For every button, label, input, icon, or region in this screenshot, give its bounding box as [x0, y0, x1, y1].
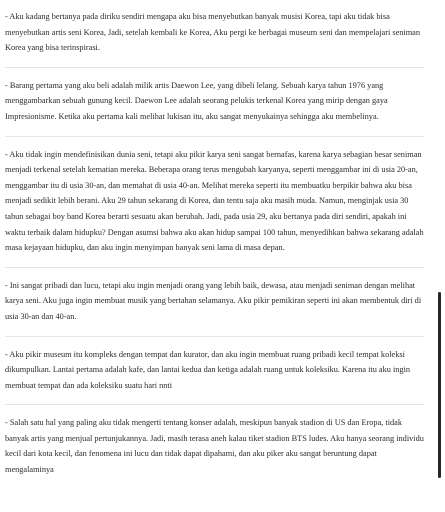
paragraph-2: - Barang pertama yang aku beli adalah milik artis Daewon Lee, yang dibeli lelang. Sebuah karya tahun 1976 yang menggambarkan sebuah gunung kecil. Daewon Lee adalah seorang pelukis terkenal Korea yang mirip dengan gaya Impresionisme. Ketika aku pertama kali melihat lukisan itu, aku sangat menyukainya sehingga aku membelinya. — [5, 80, 388, 121]
divider — [5, 67, 424, 68]
divider — [5, 136, 424, 137]
paragraph-6: - Salah satu hal yang paling aku tidak mengerti tentang konser adalah, meskipun banyak stadion di US dan Eropa, tidak banyak artis yang menjual pertunjukannya. Jadi, masih terasa aneh kalau tiket stadion BTS ludes. Aku hanya seorang individu kecil dari kota kecil, dan fenomena ini lucu dan tidak dapat dipahami, dan aku piker aku sangat beruntung dapat mengalaminya — [5, 418, 424, 475]
paragraph-3: - Aku tidak ingin mendefinisikan dunia seni, tetapi aku pikir karya seni sangat bernafas, karena karya sebagian besar seniman menjadi terkenal setelah kematian mereka. Beberapa orang terus mengubah karyanya, seperti menggambar ini di usia 20-an, menggambar itu di usia 30-an, dan memahat di usia 40-an. Melihat mereka seperti itu membuatku berpikir bahwa aku bisa menjadi sedikit lebih berani. Aku 29 tahun sekarang di Korea, dan tentu saja aku masih muda. Namun, menginjak usia 30 tahun sebagai boy band Korea berarti sesuatu akan berubah. Jadi, pada usia 29, aku bertanya pada diri sendiri, apakah ini waktu terbaik dalam hidupku? Dengan asumsi bahwa aku akan hidup sampai 100 tahun, menyedihkan bahwa sekarang adalah masa kejayaan hidupku, dan aku ingin menyimpan banyak seni lama di masa depan. — [5, 149, 424, 253]
paragraph-5: - Aku pikir museum itu kompleks dengan tempat dan kurator, dan aku ingin membuat ruang pribadi kecil tempat koleksi dikumpulkan. Lantai pertama adalah kafe, dan lantai kedua dan ketiga adalah ruang untuk koleksiku. Karena itu aku ingin membuat tempat dan ada koleksiku suatu hari nnti — [5, 349, 411, 390]
divider — [5, 404, 424, 405]
divider — [5, 267, 424, 268]
paragraph-4: - Ini sangat pribadi dan lucu, tetapi aku ingin menjadi orang yang lebih baik, dewasa, atau menjadi seniman dengan melihat karya seni. Aku juga ingin membuat musik yang bertahan selamanya. Aku pikir pemikiran seperti ini akan membentuk diri di usia 30-an dan 40-an. — [5, 280, 422, 321]
scrollbar-thumb[interactable] — [438, 292, 441, 478]
divider — [5, 336, 424, 337]
paragraph-1: - Aku kadang bertanya pada diriku sendiri mengapa aku bisa menyebutkan banyak musisi Korea, tapi aku tidak bisa menyebutkan artis seni Korea, Jadi, setelah kembali ke Korea, Aku pergi ke berbagai museum seni dan mempelajari seniman Korea yang bisa terinspirasi. — [5, 12, 421, 53]
